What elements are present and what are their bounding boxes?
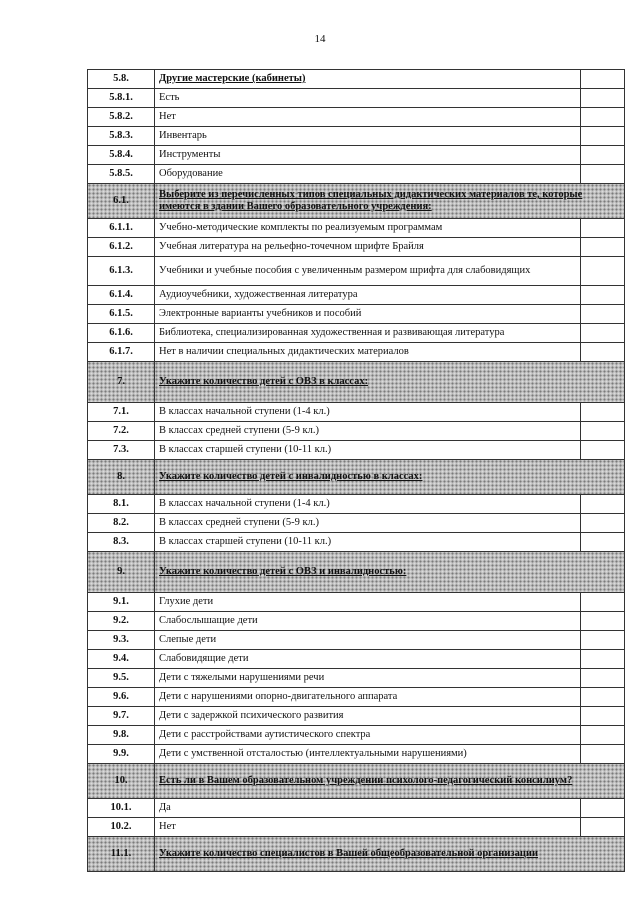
answer-cell[interactable] — [581, 219, 625, 238]
row-number: 9.9. — [88, 745, 155, 764]
row-number: 5.8.3. — [88, 127, 155, 146]
row-text: Глухие дети — [155, 593, 581, 612]
table-row — [88, 219, 625, 238]
table-row — [88, 495, 625, 514]
answer-cell[interactable] — [581, 707, 625, 726]
row-number: 7.3. — [88, 441, 155, 460]
section-question: Укажите количество специалистов в Вашей общеобразовательной организации — [155, 837, 625, 872]
section-question: Укажите количество детей с ОВЗ в классах: — [155, 362, 625, 403]
row-number: 10. — [88, 764, 155, 799]
section-row — [88, 552, 625, 593]
row-number: 9.7. — [88, 707, 155, 726]
table-row — [88, 707, 625, 726]
answer-cell[interactable] — [581, 688, 625, 707]
row-text: Учебно-методические комплекты по реализуемым программам — [155, 219, 581, 238]
row-number: 9.4. — [88, 650, 155, 669]
row-number: 5.8.5. — [88, 165, 155, 184]
row-text: Нет — [155, 108, 581, 127]
table-row — [88, 726, 625, 745]
row-text: Инвентарь — [155, 127, 581, 146]
row-text: Да — [155, 799, 581, 818]
section-row — [88, 764, 625, 799]
row-number: 9.6. — [88, 688, 155, 707]
table-row — [88, 799, 625, 818]
row-text: В классах средней ступени (5-9 кл.) — [155, 422, 581, 441]
answer-cell[interactable] — [581, 726, 625, 745]
table-row — [88, 403, 625, 422]
answer-cell[interactable] — [581, 238, 625, 257]
table-row — [88, 165, 625, 184]
table-row — [88, 257, 625, 286]
answer-cell[interactable] — [581, 324, 625, 343]
row-text: Дети с умственной отсталостью (интеллектуальными нарушениями) — [155, 745, 581, 764]
table-row — [88, 441, 625, 460]
row-text: Дети с тяжелыми нарушениями речи — [155, 669, 581, 688]
answer-cell[interactable] — [581, 650, 625, 669]
row-number: 7.2. — [88, 422, 155, 441]
answer-cell[interactable] — [581, 495, 625, 514]
row-number: 10.1. — [88, 799, 155, 818]
row-text: Другие мастерские (кабинеты) — [155, 70, 581, 89]
table-row — [88, 422, 625, 441]
row-number: 8.2. — [88, 514, 155, 533]
table-row — [88, 286, 625, 305]
answer-cell[interactable] — [581, 441, 625, 460]
section-question: Укажите количество детей с инвалидностью в классах: — [155, 460, 625, 495]
row-number: 9.2. — [88, 612, 155, 631]
answer-cell[interactable] — [581, 403, 625, 422]
row-number: 8.1. — [88, 495, 155, 514]
table-row — [88, 324, 625, 343]
questionnaire-table — [87, 69, 625, 872]
row-text: Нет в наличии специальных дидактических материалов — [155, 343, 581, 362]
answer-cell[interactable] — [581, 533, 625, 552]
answer-cell[interactable] — [581, 70, 625, 89]
answer-cell[interactable] — [581, 514, 625, 533]
table-row — [88, 146, 625, 165]
table-row — [88, 533, 625, 552]
row-number: 6.1.4. — [88, 286, 155, 305]
answer-cell[interactable] — [581, 108, 625, 127]
answer-cell[interactable] — [581, 89, 625, 108]
row-number: 6.1.2. — [88, 238, 155, 257]
row-number: 7. — [88, 362, 155, 403]
row-text: Слабовидящие дети — [155, 650, 581, 669]
row-number: 6.1.7. — [88, 343, 155, 362]
row-number: 8.3. — [88, 533, 155, 552]
table-row — [88, 631, 625, 650]
answer-cell[interactable] — [581, 631, 625, 650]
row-number: 7.1. — [88, 403, 155, 422]
row-number: 9.8. — [88, 726, 155, 745]
answer-cell[interactable] — [581, 257, 625, 286]
section-question: Выберите из перечисленных типов специальных дидактических материалов те, которые имеются в здании Вашего образовательного учреждения: — [155, 184, 625, 219]
answer-cell[interactable] — [581, 305, 625, 324]
row-number: 11.1. — [88, 837, 155, 872]
row-text: Дети с расстройствами аутистического спектра — [155, 726, 581, 745]
table-row — [88, 593, 625, 612]
row-text: В классах старшей ступени (10-11 кл.) — [155, 441, 581, 460]
row-text: Оборудование — [155, 165, 581, 184]
row-text: Слепые дети — [155, 631, 581, 650]
section-question: Есть ли в Вашем образовательном учреждении психолого-педагогический консилиум? — [155, 764, 625, 799]
row-number: 6.1.3. — [88, 257, 155, 286]
row-number: 6.1.1. — [88, 219, 155, 238]
row-text: В классах начальной ступени (1-4 кл.) — [155, 495, 581, 514]
row-number: 5.8.4. — [88, 146, 155, 165]
section-row — [88, 837, 625, 872]
row-text: В классах средней ступени (5-9 кл.) — [155, 514, 581, 533]
answer-cell[interactable] — [581, 745, 625, 764]
row-text: В классах начальной ступени (1-4 кл.) — [155, 403, 581, 422]
answer-cell[interactable] — [581, 818, 625, 837]
row-number: 6.1.5. — [88, 305, 155, 324]
section-question: Укажите количество детей с ОВЗ и инвалидностью: — [155, 552, 625, 593]
row-number: 5.8. — [88, 70, 155, 89]
table-row — [88, 650, 625, 669]
table-row — [88, 612, 625, 631]
section-row — [88, 184, 625, 219]
row-number: 8. — [88, 460, 155, 495]
row-text: Учебная литература на рельефно-точечном шрифте Брайля — [155, 238, 581, 257]
answer-cell[interactable] — [581, 343, 625, 362]
table-row — [88, 108, 625, 127]
answer-cell[interactable] — [581, 593, 625, 612]
answer-cell[interactable] — [581, 146, 625, 165]
table-row — [88, 343, 625, 362]
row-text: Аудиоучебники, художественная литература — [155, 286, 581, 305]
table-row — [88, 238, 625, 257]
table-row — [88, 688, 625, 707]
row-text: Учебники и учебные пособия с увеличенным размером шрифта для слабовидящих — [155, 257, 581, 286]
row-number: 9.1. — [88, 593, 155, 612]
table-row — [88, 669, 625, 688]
table-row — [88, 745, 625, 764]
row-number: 9.5. — [88, 669, 155, 688]
row-text: Дети с задержкой психического развития — [155, 707, 581, 726]
row-number: 5.8.1. — [88, 89, 155, 108]
row-number: 9.3. — [88, 631, 155, 650]
section-row — [88, 362, 625, 403]
row-number: 10.2. — [88, 818, 155, 837]
row-text: Электронные варианты учебников и пособий — [155, 305, 581, 324]
table-row — [88, 818, 625, 837]
answer-cell[interactable] — [581, 799, 625, 818]
table-row — [88, 305, 625, 324]
table-row — [88, 127, 625, 146]
row-number: 6.1. — [88, 184, 155, 219]
row-text: В классах старшей ступени (10-11 кл.) — [155, 533, 581, 552]
row-text: Есть — [155, 89, 581, 108]
section-row — [88, 460, 625, 495]
row-text: Инструменты — [155, 146, 581, 165]
row-text: Слабослышащие дети — [155, 612, 581, 631]
table-row — [88, 70, 625, 89]
table-row — [88, 514, 625, 533]
page-number: 14 — [314, 33, 326, 45]
answer-cell[interactable] — [581, 422, 625, 441]
table-row — [88, 89, 625, 108]
row-text: Дети с нарушениями опорно-двигательного аппарата — [155, 688, 581, 707]
row-number: 9. — [88, 552, 155, 593]
row-number: 5.8.2. — [88, 108, 155, 127]
answer-cell[interactable] — [581, 612, 625, 631]
row-number: 6.1.6. — [88, 324, 155, 343]
answer-cell[interactable] — [581, 286, 625, 305]
row-text: Нет — [155, 818, 581, 837]
answer-cell[interactable] — [581, 127, 625, 146]
answer-cell[interactable] — [581, 165, 625, 184]
row-text: Библиотека, специализированная художественная и развивающая литература — [155, 324, 581, 343]
answer-cell[interactable] — [581, 669, 625, 688]
